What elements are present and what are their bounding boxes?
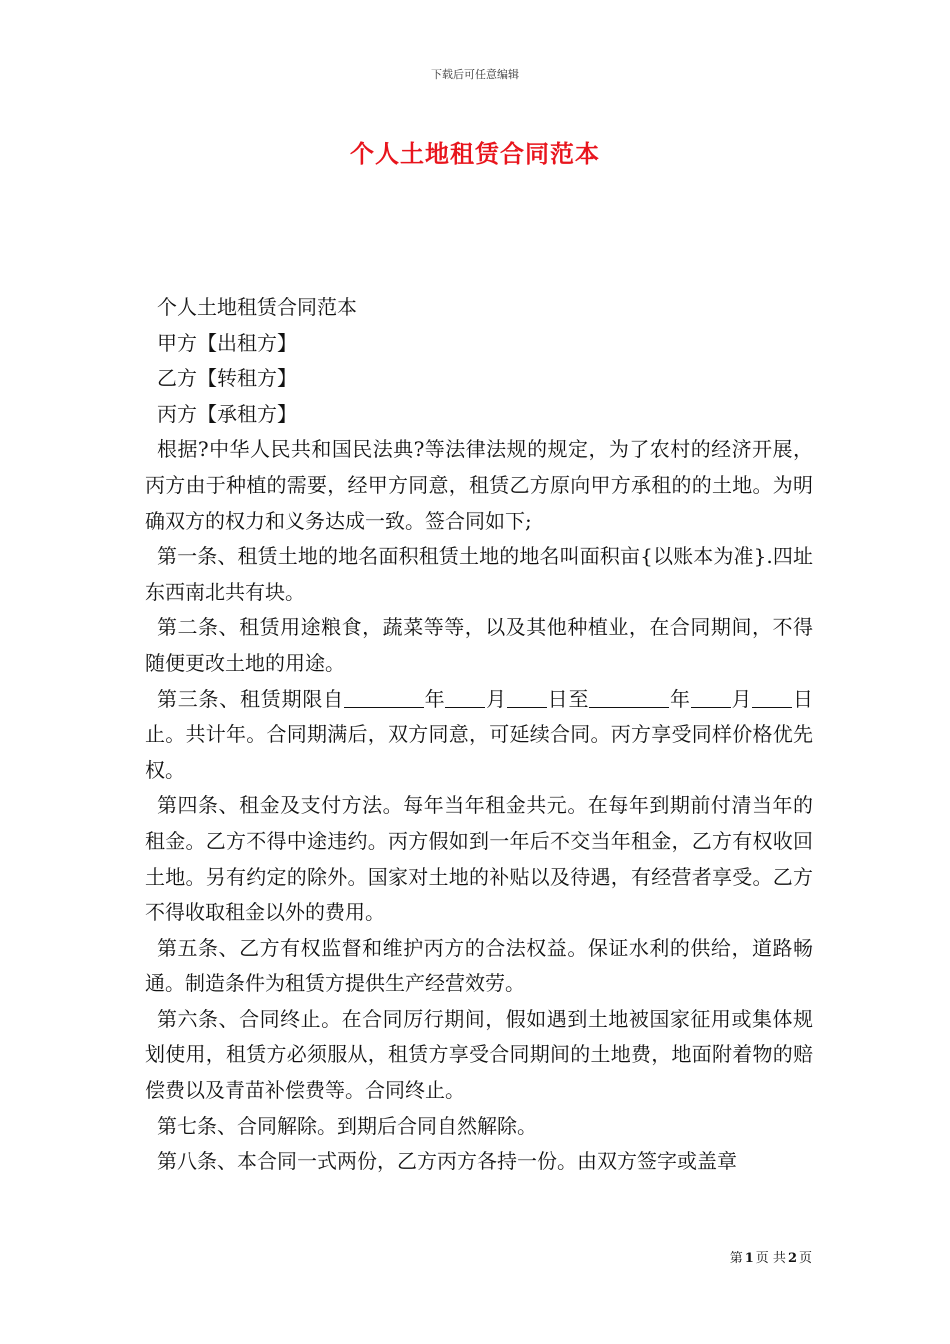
paragraph-article-2: 第二条、租赁用途粮食，蔬菜等等，以及其他种植业，在合同期间，不得随便更改土地的用途。 bbox=[145, 615, 813, 675]
blank-start-year[interactable] bbox=[344, 687, 424, 708]
footer-prefix: 第 bbox=[729, 1251, 743, 1266]
article-3-text-7: 日止。共计年。合同期满后，双方同意，可延续合同。丙方享受同样价格优先权。 bbox=[145, 686, 814, 782]
article-3-text-5: 年 bbox=[669, 686, 691, 711]
paragraph-party-a: 甲方【出租方】 bbox=[157, 330, 297, 355]
paragraph-article-6: 第六条、合同终止。在合同厉行期间，假如遇到土地被国家征用或集体规划使用，租赁方必须服从，租赁方享受合同期间的土地费，地面附着物的赔偿费以及青苗补偿费等。合同终止。 bbox=[145, 1006, 813, 1103]
blank-end-year[interactable] bbox=[589, 687, 669, 708]
blank-start-month[interactable] bbox=[445, 687, 485, 708]
paragraph-title-repeat: 个人土地租赁合同范本 bbox=[157, 295, 357, 319]
article-3-text-1: 第三条、租赁期限自 bbox=[157, 686, 344, 711]
article-3-text-2: 年 bbox=[423, 686, 446, 711]
paragraph-party-b: 乙方【转租方】 bbox=[157, 366, 297, 391]
footer-suffix: 页 bbox=[798, 1251, 812, 1266]
paragraph-article-1: 第一条、租赁土地的地名面积租赁土地的地名叫面积亩{以账本为准}.四址东西南北共有块。 bbox=[145, 544, 813, 604]
document-body bbox=[145, 290, 813, 1180]
paragraph-article-7: 第七条、合同解除。到期后合同自然解除。 bbox=[157, 1113, 537, 1138]
page-footer bbox=[730, 1247, 812, 1266]
paragraph-article-4: 第四条、租金及支付方法。每年当年租金共元。在每年到期前付清当年的租金。乙方不得中途违约。丙方假如到一年后不交当年租金，乙方有权收回土地。另有约定的除外。国家对土地的补贴以及待遇，有经营者享受。乙方不得收取租金以外的费用。 bbox=[145, 793, 813, 925]
article-3-text-4: 日至 bbox=[546, 686, 590, 711]
paragraph-party-c: 丙方【承租方】 bbox=[157, 401, 297, 426]
paragraph-preamble: 根据?中华人民共和国民法典?等法律法规的规定，为了农村的经济开展，丙方由于种植的需要，经甲方同意，租赁乙方原向甲方承租的的土地。为明确双方的权力和义务达成一致。签合同如下; bbox=[145, 437, 813, 533]
document-title: 个人土地租赁合同范本 bbox=[350, 139, 600, 168]
article-3-text-6: 月 bbox=[730, 686, 753, 711]
header-note: 下载后可任意编辑 bbox=[431, 68, 519, 81]
paragraph-article-3 bbox=[145, 682, 813, 789]
blank-end-month[interactable] bbox=[691, 687, 731, 708]
footer-total-pages: 2 bbox=[787, 1251, 797, 1266]
paragraph-article-5: 第五条、乙方有权监督和维护丙方的合法权益。保证水利的供给，道路畅通。制造条件为租赁方提供生产经营效劳。 bbox=[145, 935, 813, 996]
paragraph-article-8: 第八条、本合同一式两份，乙方丙方各持一份。由双方签字或盖章 bbox=[157, 1149, 737, 1174]
footer-current-page: 1 bbox=[744, 1251, 754, 1266]
footer-middle: 页 共 bbox=[755, 1251, 786, 1266]
blank-end-day[interactable] bbox=[752, 687, 792, 708]
article-3-text-3: 月 bbox=[485, 686, 507, 711]
blank-start-day[interactable] bbox=[507, 687, 547, 708]
